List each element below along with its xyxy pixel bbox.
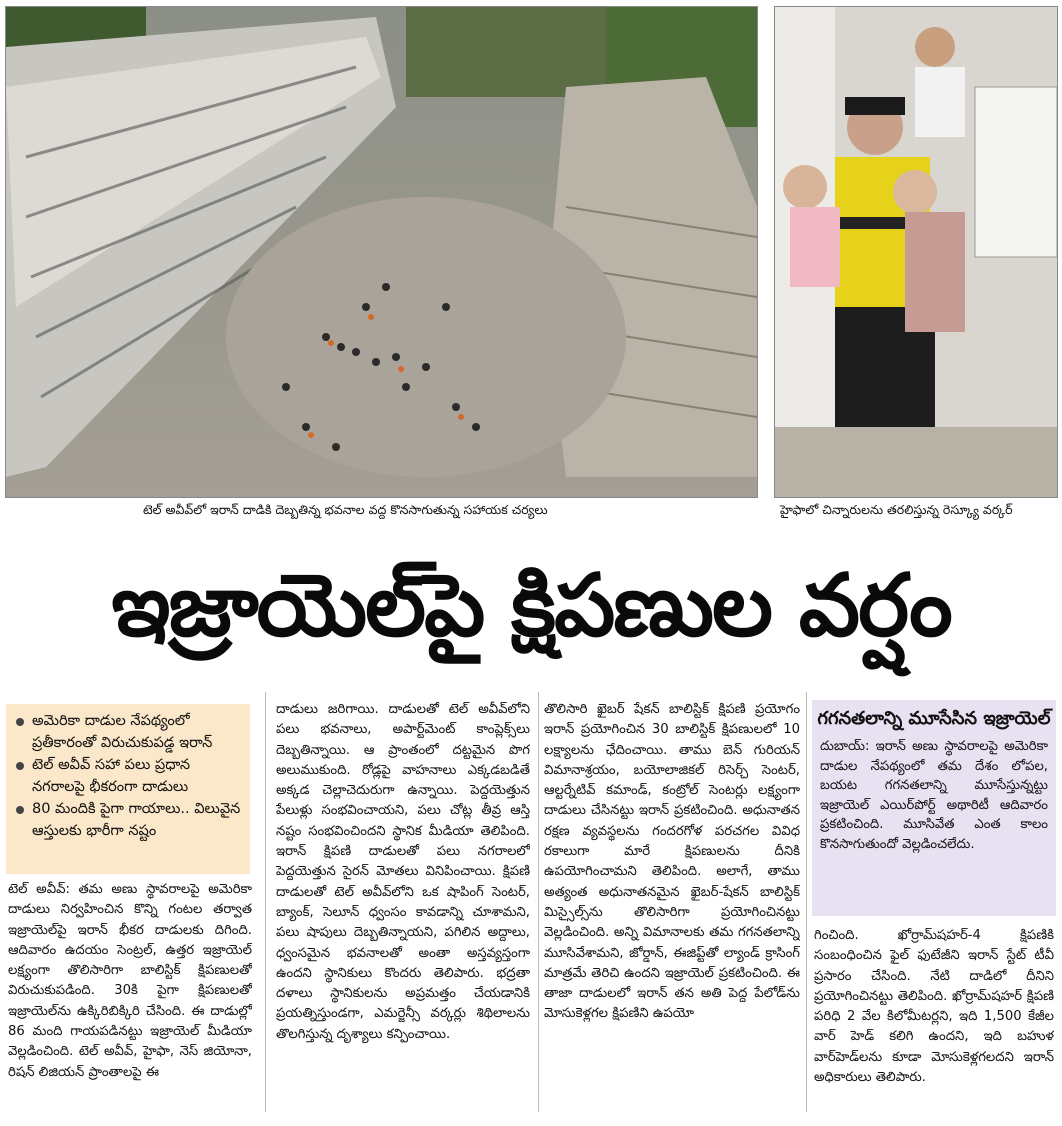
column-divider: [538, 692, 539, 1112]
highlights-box: [6, 704, 250, 874]
sidebar-body: దుబాయ్: ఇరాన్ అణు స్థావరాలపై అమెరికా దాడుల నేపథ్యంలో తమ దేశం లోపల, బయట గగనతలాన్ని మూసేస్తున్నట్టు ఇజ్రాయెల్ ఎయిర్‌పోర్ట్ అథారిటీ ఆదివారం ప్రకటించింది. మూసివేత ఎంత కాలం కొనసాగుతుందో వెల్లడించలేదు.: [820, 739, 1048, 852]
side-photo-caption: హైఫాలో చిన్నారులను తరలిస్తున్న రెస్క్యూ వర్కర్: [780, 502, 1013, 517]
article-col-3: [544, 700, 800, 1116]
headline: ఇజ్రాయెల్‌పై క్షిపణుల వర్షం: [111, 555, 951, 656]
highlight-item: అమెరికా దాడుల నేపథ్యంలో ప్రతీకారంతో విరుచుకుపడ్డ ఇరాన్: [14, 710, 244, 754]
rescue-scene-illustration: [775, 7, 1057, 497]
highlight-item: 80 మందికి పైగా గాయాలు.. విలువైన ఆస్తులకు భారీగా నష్టం: [14, 798, 244, 842]
article-text: తొలిసారి ఖైబర్ షేకన్ బాలిస్టిక్ క్షిపణి ప్రయోగం ఇరాన్ ప్రయోగించిన 30 బాలిస్టిక్ క్షిపణులలో 10 లక్ష్యాలను ఛేదించాయి. తాము బెన్ గురియన్ విమానాశ్రయం, బయోలాజికల్ రిసెర్చ్ సెంటర్, ఆల్టర్నేటివ్ కమాండ్, కంట్రోల్ సెంటర్లు లక్ష్యంగా దాడులు చేసినట్టు ఇరాన్ ప్రకటించింది. అధునాతన రక్షణ వ్యవస్థలను గందరగోళ పరచగల వివిధ రకాలుగా మారే క్షిపణులను దీనికి ఉపయోగించామని తెలిపింది. అలాగే, తాము అత్యంత అధునాతనమైన ఖైబర్-షేకన్ బాలిస్టిక్ మిస్సైల్స్‌ను తొలిసారిగా ప్రయోగించినట్టు వెల్లడించింది. అన్ని విమానాలకు తమ గగనతలాన్ని మూసివేశామని, జోర్డాన్, ఈజిప్ట్‌తో ల్యాండ్ క్రాసింగ్ మాత్రమే తెరిచి ఉందని ఇజ్రాయెల్ ప్రకటించింది. ఈ తాజా దాడులలో ఇరాన్ తన అతి పెద్ద పేలోడ్‌ను మోసుకెళ్లగల క్షిపణిని ఉపయో: [544, 702, 800, 1022]
highlight-item: టెల్ అవీవ్ సహా పలు ప్రధాన నగరాలపై భీకరంగా దాడులు: [14, 754, 244, 798]
main-photo-caption: టెల్ అవీవ్‌లో ఇరాన్ దాడికి దెబ్బతిన్న భవనాల వద్ద కొనసాగుతున్న సహాయక చర్యలు: [143, 502, 548, 517]
main-photo: [5, 6, 758, 498]
sidebar-title: గగనతలాన్ని మూసేసిన ఇజ్రాయెల్: [817, 708, 1051, 729]
article-text: గించింది. ఖోర్రామ్‌షహర్-4 క్షిపణికి సంబంధించిన ఫైల్ ఫుటేజీని ఇరాన్ స్టేట్ టీవీ ప్రసారం చేసింది. నేటి దాడిలో దీనిని ప్రయోగించినట్టు తెలిపింది. ఖోర్రామ్‌షహర్ క్షిపణి పరిధి 2 వేల కిలోమీటర్లని, ఇది 1,500 కేజీల వార్ హెడ్ కలిగి ఉందని, ఇది బహుళ వార్‌హెడ్‌లను కూడా మోసుకెళ్లగలదని ఇరాన్ అధికారులు తెలిపారు.: [814, 928, 1054, 1086]
article-text: టెల్ అవీవ్: తమ అణు స్థావరాలపై అమెరికా దాడులు నిర్వహించిన కొన్ని గంటల తర్వాత ఇజ్రాయెల్‌పై ఇరాన్ భీకర దాడులకు దిగింది. ఆదివారం ఉదయం సెంట్రల్, ఉత్తర ఇజ్రాయెల్ లక్ష్యంగా తొలిసారిగా బాలిస్టిక్ క్షిపణులతో విరుచుకుపడింది. 30కి పైగా క్షిపణులతో ఇజ్రాయెల్‌ను ఉక్కిరిబిక్కిరి చేసింది. ఈ దాడుల్లో 86 మంది గాయపడినట్టు ఇజ్రాయెల్ మీడియా వెల్లడించింది. టెల్ అవీవ్, హైఫా, నెస్ జియోనా, రిషన్ లిజియన్ ప్రాంతాలపై ఈ: [8, 882, 252, 1080]
column-divider: [806, 692, 807, 1112]
column-divider: [265, 692, 266, 1112]
article-col-2: [276, 700, 530, 1116]
side-photo: [774, 6, 1058, 498]
article-col-1: [8, 880, 252, 1116]
article-col-4: [814, 926, 1054, 1116]
sidebar-box: [812, 700, 1056, 916]
article-text: దాడులు జరిగాయి. దాడులతో టెల్ అవీవ్‌లోని పలు భవనాలు, అపార్ట్‌మెంట్ కాంప్లెక్స్‌లు దెబ్బతిన్నాయి. ఆ ప్రాంతంలో దట్టమైన పొగ అలుముకుంది. రోడ్లపై వాహనాలు ఎక్కడబడితే అక్కడ చెల్లాచెదురుగా ఉన్నాయి. పెద్దయెత్తున పేలుళ్లు సంభవించాయని, పలు చోట్ల తీవ్ర ఆస్తి నష్టం సంభవించిందని స్థానిక మీడియా తెలిపింది. ఇరాన్ క్షిపణి దాడులతో పలు నగరాలలో పెద్దయెత్తున సైరన్ మోతలు వినిపించాయి. క్షిపణి దాడులతో టెల్ అవీవ్‌లోని ఒక షాపింగ్ సెంటర్, బ్యాంక్, సెలూన్ ధ్వంసం కావడాన్ని చూశామని, పలు షాపులు దెబ్బతిన్నాయని, పగిలిన అద్దాలు, ధ్వంసమైన భవనాలతో అంతా అస్తవ్యస్తంగా ఉందని స్థానికులు కొందరు తెలిపారు. భద్రతా దళాలు స్థానికులను అప్రమత్తం చేయడానికి ప్రయత్నిస్తుండగా, ఎమర్జెన్సీ వర్కర్లు శిథిలాలను తొలగిస్తున్న దృశ్యాలు కన్పించాయి.: [276, 702, 530, 1042]
rubble-scene-illustration: [6, 7, 757, 497]
